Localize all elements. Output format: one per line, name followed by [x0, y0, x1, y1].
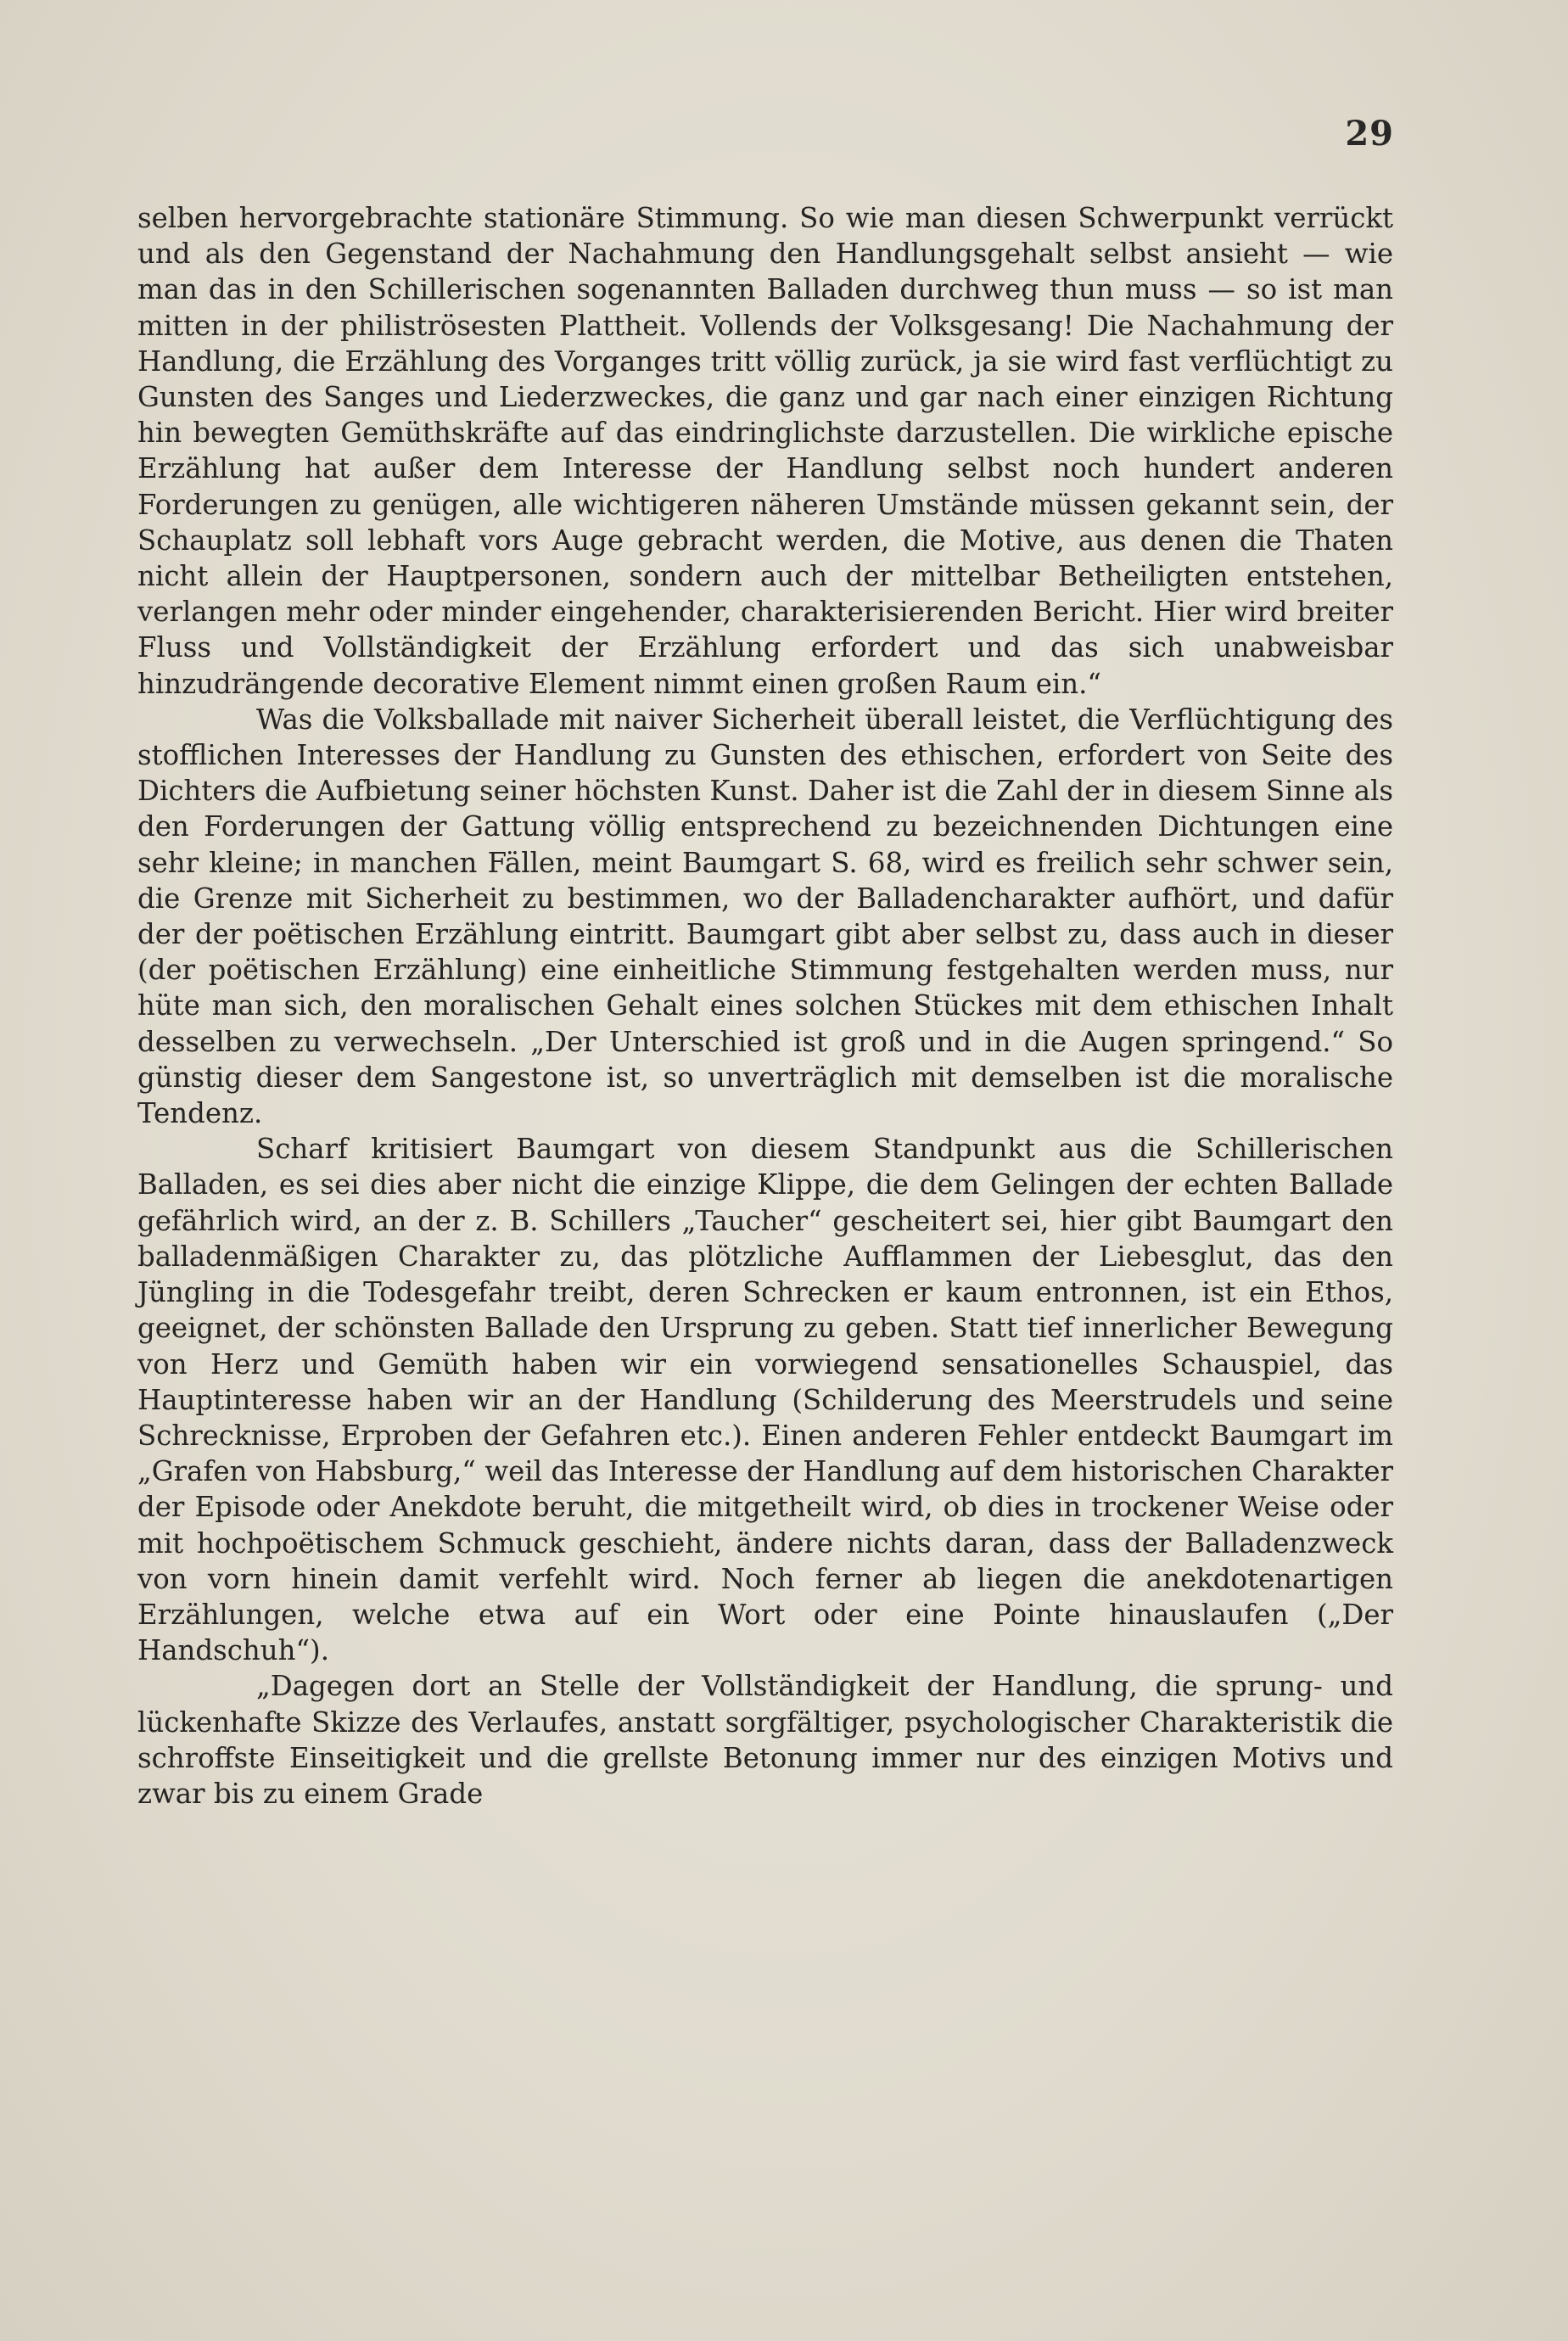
page-number: 29 — [1345, 114, 1394, 154]
paragraph-4: „Dagegen dort an Stelle der Vollständigkeit der Handlung, die sprung- und lückenhafte Skizze des Verlaufes, anstatt sorgfältiger, psychologischer Charakteristik die schroffste Einseitigkeit und die grellste Betonung immer nur des einzigen Motivs und zwar bis zu einem Grade — [137, 1670, 1393, 1810]
paragraph-1: selben hervorgebrachte stationäre Stimmung. So wie man diesen Schwerpunkt verrückt und als den Gegenstand der Nachahmung den Handlungsgehalt selbst ansieht — wie man das in den Schillerischen sogenannten Balladen durchweg thun muss — so ist man mitten in der philiströsesten Plattheit. Vollends der Volksgesang! Die Nachahmung der Handlung, die Erzählung des Vorganges tritt völlig zurück, ja sie wird fast verflüchtigt zu Gunsten des Sanges und Liederzweckes, die ganz und gar nach einer einzigen Richtung hin bewegten Gemüthskräfte auf das eindringlichste darzustellen. Die wirkliche epische Erzählung hat außer dem Interesse der Handlung selbst noch hundert anderen Forderungen zu genügen, alle wichtigeren näheren Umstände müssen gekannt sein, der Schauplatz soll lebhaft vors Auge gebracht werden, die Motive, aus denen die Thaten nicht allein der Hauptpersonen, sondern auch der mittelbar Betheiligten entstehen, verlangen mehr oder minder eingehender, charakterisierenden Bericht. Hier wird breiter Fluss und Vollständigkeit der Erzählung erfordert und das sich unabweisbar hinzudrängende decorative Element nimmt einen großen Raum ein.“ — [137, 202, 1393, 700]
paragraph-3: Scharf kritisiert Baumgart von diesem Standpunkt aus die Schillerischen Balladen, es sei dies aber nicht die einzige Klippe, die dem Gelingen der echten Ballade gefährlich wird, an der z. B. Schillers „Taucher“ gescheitert sei, hier gibt Baumgart den balladenmäßigen Charakter zu, das plötzliche Aufflammen der Liebesglut, das den Jüngling in die Todesgefahr treibt, deren Schrecken er kaum entronnen, ist ein Ethos, geeignet, der schönsten Ballade den Ursprung zu geben. Statt tief innerlicher Bewegung von Herz und Gemüth haben wir ein vorwiegend sensationelles Schauspiel, das Hauptinteresse haben wir an der Handlung (Schilderung des Meerstrudels und seine Schrecknisse, Erproben der Gefahren etc.). Einen anderen Fehler entdeckt Baumgart im „Grafen von Habsburg,“ weil das Interesse der Handlung auf dem historischen Charakter der Episode oder Anekdote beruht, die mitgetheilt wird, ob dies in trockener Weise oder mit hochpoëtischem Schmuck geschieht, ändere nichts daran, dass der Balladenzweck von vorn hinein damit verfehlt wird. Noch ferner ab liegen die anekdotenartigen Erzählungen, welche etwa auf ein Wort oder eine Pointe hinauslaufen („Der Handschuh“). — [137, 1133, 1393, 1667]
body-text — [137, 200, 1393, 1812]
paragraph-2: Was die Volksballade mit naiver Sicherheit überall leistet, die Verflüchtigung des stofflichen Interesses der Handlung zu Gunsten des ethischen, erfordert von Seite des Dichters die Aufbietung seiner höchsten Kunst. Daher ist die Zahl der in diesem Sinne als den Forderungen der Gattung völlig entsprechend zu bezeichnenden Dichtungen eine sehr kleine; in manchen Fällen, meint Baumgart S. 68, wird es freilich sehr schwer sein, die Grenze mit Sicherheit zu bestimmen, wo der Balladencharakter aufhört, und dafür der der poëtischen Erzählung eintritt. Baumgart gibt aber selbst zu, dass auch in dieser (der poëtischen Erzählung) eine einheitliche Stimmung festgehalten werden muss, nur hüte man sich, den moralischen Gehalt eines solchen Stückes mit dem ethischen Inhalt desselben zu verwechseln. „Der Unterschied ist groß und in die Augen springend.“ So günstig dieser dem Sangestone ist, so unverträglich mit demselben ist die moralische Tendenz. — [137, 703, 1393, 1130]
